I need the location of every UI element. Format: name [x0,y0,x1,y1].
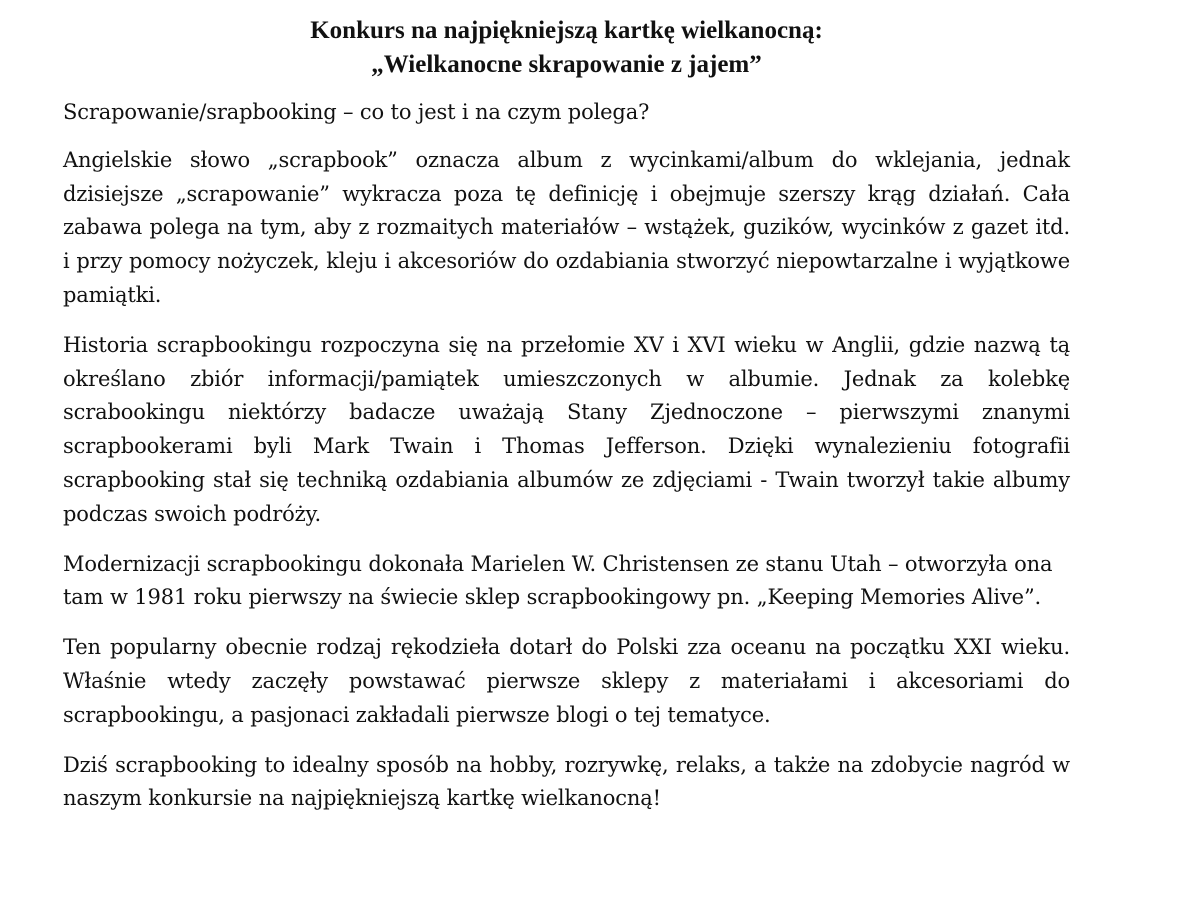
document-title-line-1: Konkurs na najpiękniejszą kartkę wielkanocną: [310,17,823,44]
paragraph-question: Scrapowanie/srapbooking – co to jest i na czym polega? [63,100,650,124]
paragraph-definition: Angielskie słowo „scrapbook” oznacza album z wycinkami/album do wklejania, jednak dzisiejsze „scrapowanie” wykracza poza tę definicję i obejmuje szerszy krąg działań. Cała zabawa polega na tym, aby z rozmaitych materiałów – wstążek, guzików, wycinków z gazet itd. i przy pomocy nożyczek, kleju i akcesoriów do ozdabiania stworzyć niepowtarzalne i wyjątkowe pamiątki. [63,147,1070,307]
paragraph-poland: Ten popularny obecnie rodzaj rękodzieła dotarł do Polski zza oceanu na początku XXI wieku. Właśnie wtedy zaczęły powstawać pierwsze sklepy z materiałami i akcesoriami do scrapbookingu, a pasjonaci zakładali pierwsze blogi o tej tematyce. [63,635,1070,727]
document-page [63,14,1070,832]
paragraph-modernization: Modernizacji scrapbookingu dokonała Marielen W. Christensen ze stanu Utah – otworzyła ona tam w 1981 roku pierwszy na świecie sklep scrapbookingowy pn. „Keeping Memories Alive”. [63,551,1053,610]
paragraph-history: Historia scrapbookingu rozpoczyna się na przełomie XV i XVI wieku w Anglii, gdzie nazwą tą określano zbiór informacji/pamiątek umieszczonych w albumie. Jednak za kolebkę scrabookingu niektórzy badacze uważają Stany Zjednoczone – pierwszymi znanymi scrapbookerami byli Mark Twain i Thomas Jefferson. Dzięki wynalezieniu fotografii scrapbooking stał się techniką ozdabiania albumów ze zdjęciami - Twain tworzył takie albumy podczas swoich podróży. [63,332,1070,526]
document-title [63,14,1070,82]
paragraph-conclusion: Dziś scrapbooking to idealny sposób na hobby, rozrywkę, relaks, a także na zdobycie nagród w naszym konkursie na najpiękniejszą kartkę wielkanocną! [63,752,1070,811]
document-title-line-2: „Wielkanocne skrapowanie z jajem” [371,51,762,78]
